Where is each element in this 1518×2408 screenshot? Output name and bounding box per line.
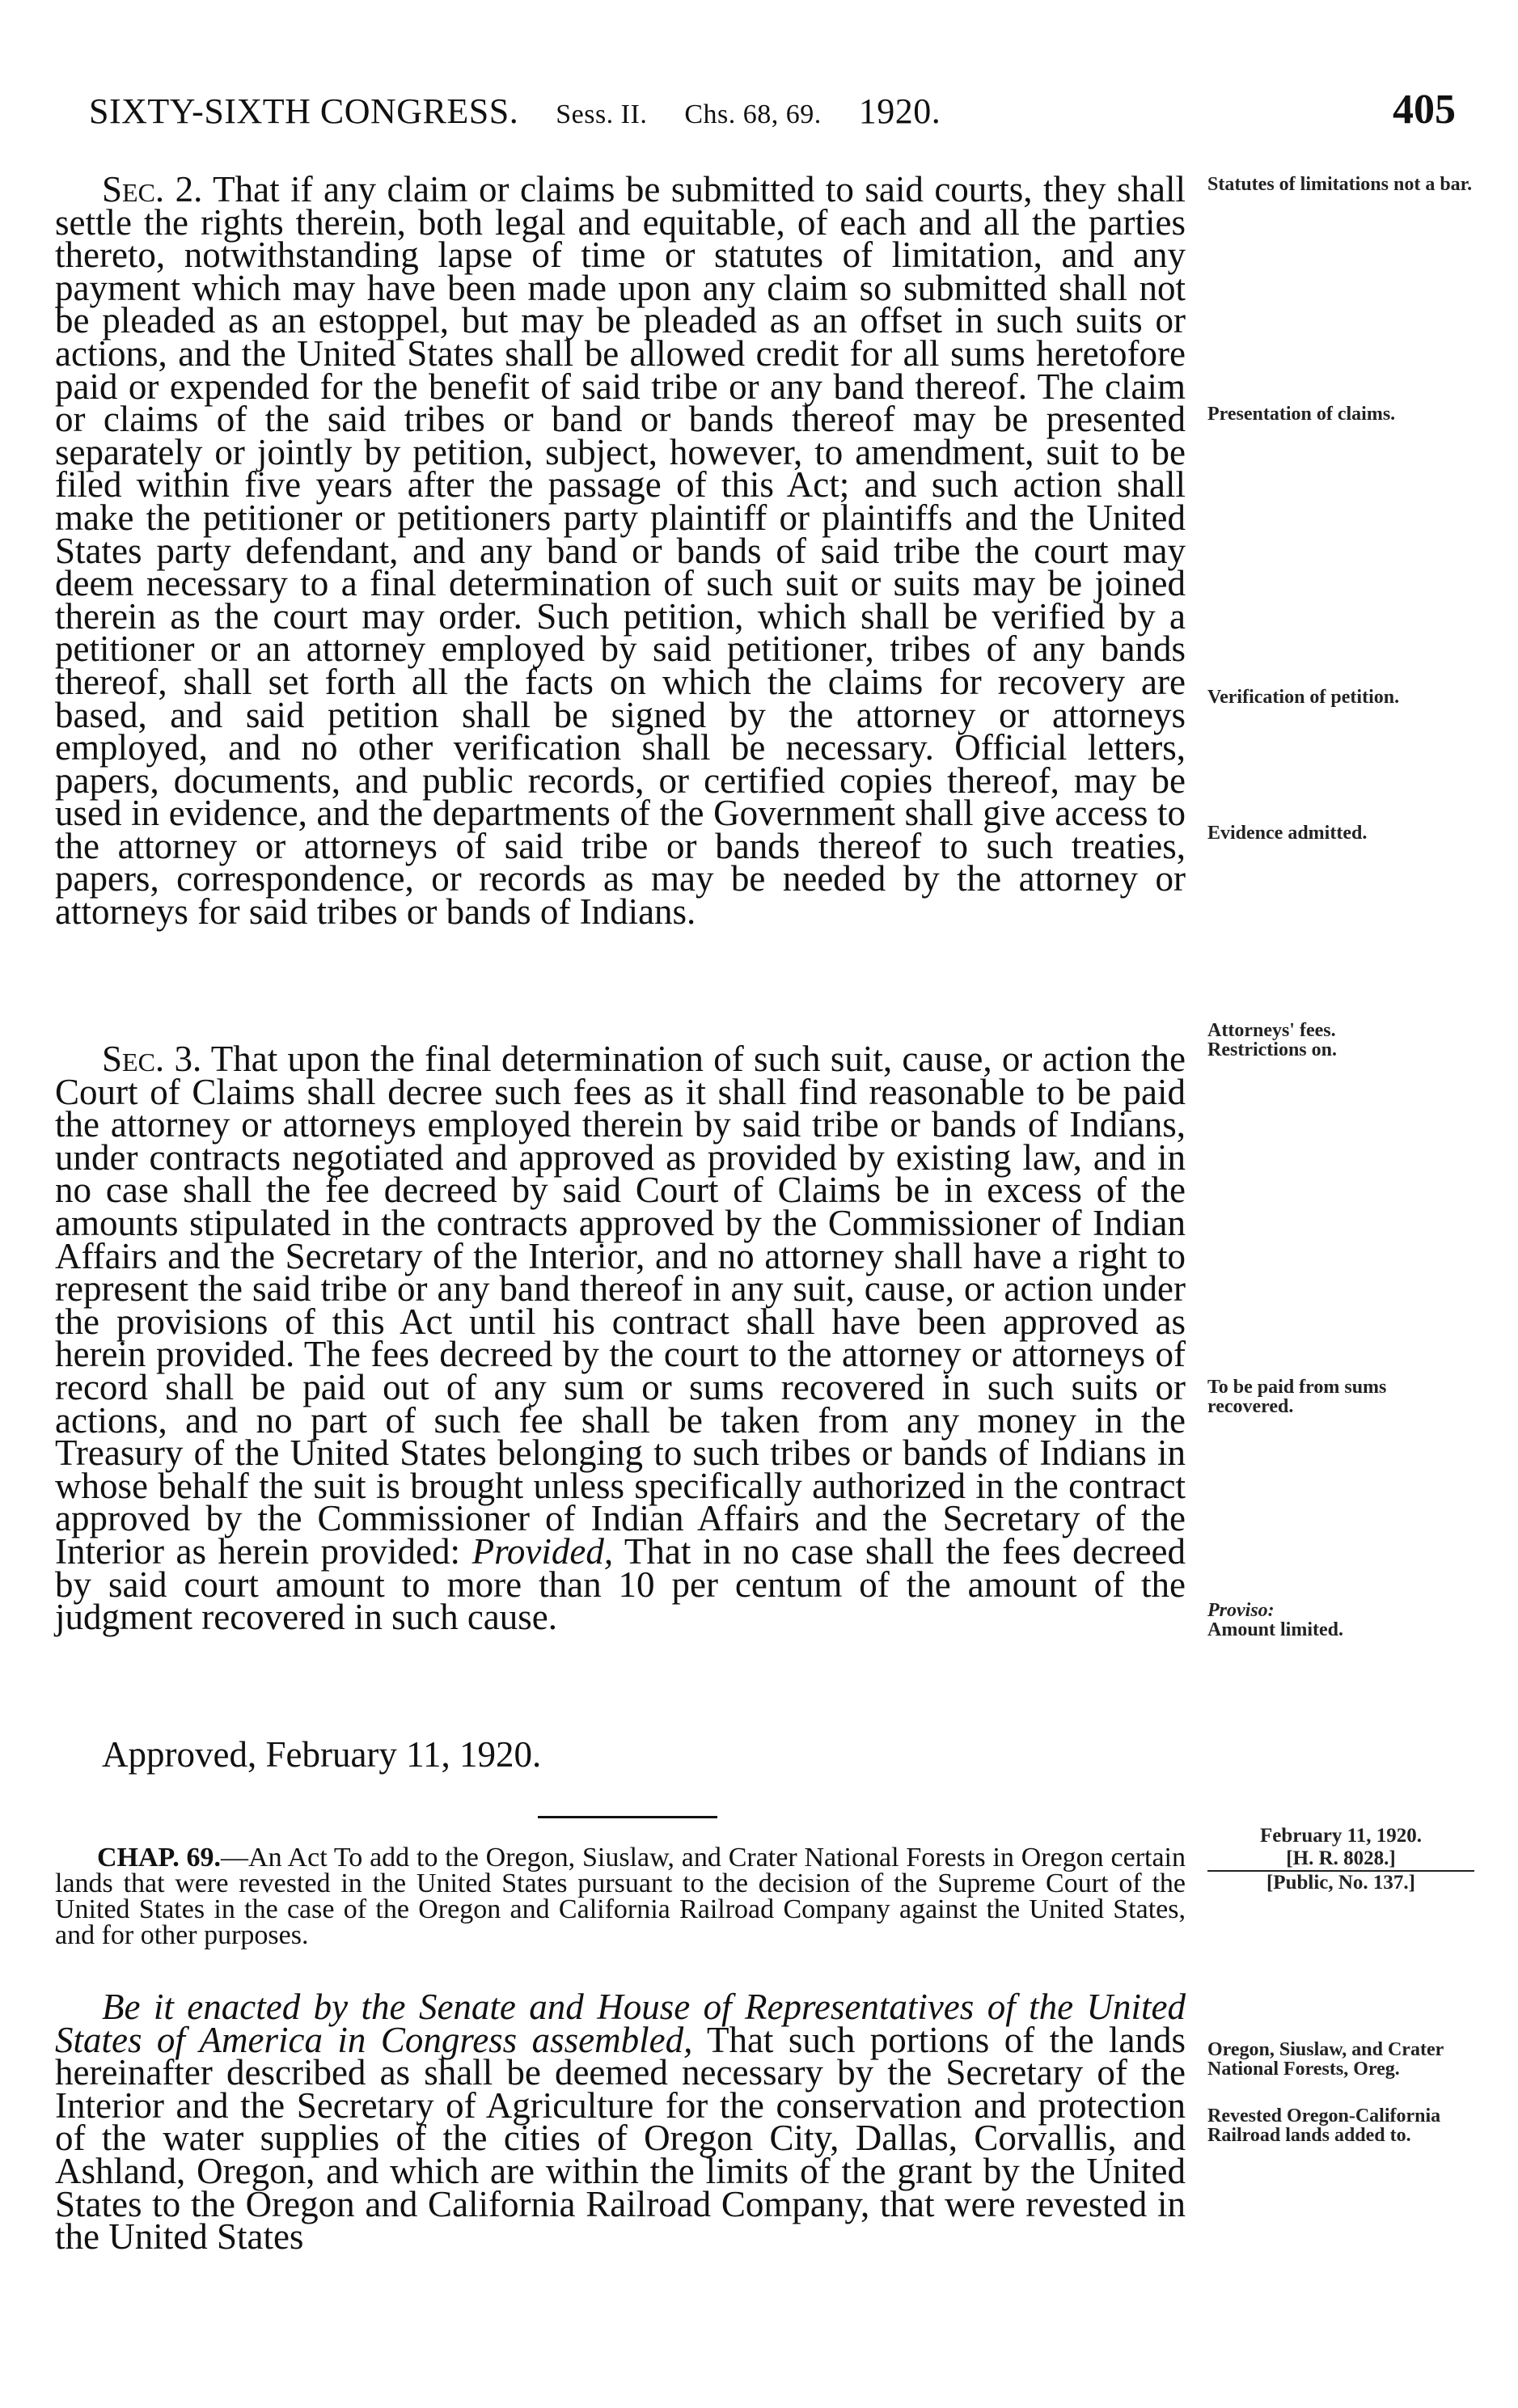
section-3-paragraph xyxy=(55,1039,1186,1638)
act-date-bill-wrap xyxy=(1207,1825,1474,1872)
enacting-block xyxy=(55,1987,1186,2258)
margin-note-attorneys-fees: Attorneys' fees. xyxy=(1207,1020,1336,1041)
margin-note-to-be-paid: To be paid from sums recovered. xyxy=(1207,1377,1387,1417)
chapter-title-text: —An Act To add to the Oregon, Siuslaw, and Crater National Forests in Oregon certain lands that were revested in the United States pursuant to the decision of the Supreme Court of the United States in the case of the Oregon and California Railroad Company against the United States, and for other purposes. xyxy=(55,1843,1186,1950)
chapter-69-title xyxy=(55,1845,1186,1949)
enacting-clause: Be it enacted by the Senate and House of Representatives of the United States of America in Congress assembled, xyxy=(55,1987,1186,2060)
section-3-block xyxy=(55,1039,1186,1638)
proviso-word: Provided, xyxy=(471,1530,614,1572)
act-date: February 11, 1920. xyxy=(1260,1825,1422,1847)
chapter-heading: CHAP. 69. xyxy=(97,1843,222,1873)
section-2-paragraph xyxy=(55,169,1186,933)
section-2-label: Sec. 2. xyxy=(102,169,203,209)
margin-note-evidence: Evidence admitted. xyxy=(1207,823,1368,844)
year-label: 1920. xyxy=(858,91,941,131)
margin-note-verification: Verification of petition. xyxy=(1207,687,1400,708)
margin-note-statutes: Statutes of limitations not a bar. xyxy=(1207,174,1473,195)
margin-note-oregon-forests: Oregon, Siuslaw, and Crater National Forests, Oreg. xyxy=(1207,2039,1444,2080)
page-number: 405 xyxy=(1393,87,1456,133)
section-3-text-b: That in no case shall the fees decreed by said court amount to more than 10 per centum of the amount of the judgment recovered in such cause. xyxy=(55,1530,1186,1638)
margin-note-restrictions: Restrictions on. xyxy=(1207,1039,1337,1060)
section-3-text-a: That upon the final determination of such suit, cause, or action the Court of Claims shall decree such fees as it shall find reasonable to be paid the attorney or attorneys employed therein by said tribe or bands of Indians, under contracts negotiated and approved as provided by existing law, and in no case shall the fee decreed by said Court of Claims be in excess of the amounts stipulated in the contracts approved by the Commissioner of Indian Affairs and the Secretary of the Interior, and no attorney shall have a right to represent the said tribe or any band thereof in any suit, cause, or action under the provisions of this Act until his contract shall have been approved as herein provided. The fees decreed by the court to the attorney or attorneys of record shall be paid out of any sum or sums recovered in such suits or actions, and no part of such fee shall be taken from any money in the Treasury of the United States belonging to such tribes or bands of Indians in whose behalf the suit is brought unless specifically authorized in the contract approved by the Commissioner of Indian Affairs and the Secretary of the Interior as herein provided: xyxy=(55,1039,1186,1572)
chapters-label: Chs. 68, 69. xyxy=(684,99,822,129)
running-head-left xyxy=(89,91,941,132)
act-bill: [H. R. 8028.] xyxy=(1286,1847,1396,1869)
session-label: Sess. II. xyxy=(556,99,648,129)
margin-note-revested: Revested Oregon-California Railroad lands added to. xyxy=(1207,2105,1441,2146)
enacting-paragraph xyxy=(55,1987,1186,2258)
section-divider xyxy=(538,1816,717,1818)
enacting-text: That such portions of the lands hereinafter described as shall be deemed necessary by the Secretary of the Interior and the Secretary of Agriculture for the conservation and protection of the water supplies of the cities of Oregon City, Dallas, Corvallis, and Ashland, Oregon, and which are within the limits of the grant by the United States to the Oregon and California Railroad Company, that were revested in the United States xyxy=(55,2019,1186,2258)
section-2-text: That if any claim or claims be submitted to said courts, they shall settle the rights therein, both legal and equitable, of each and all the parties thereto, notwithstanding lapse of time or statutes of limitation, and any payment which may have been made upon any claim so submitted shall not be pleaded as an estoppel, but may be pleaded as an offset in such suits or actions, and the United States shall be allowed credit for all sums heretofore paid or expended for the benefit of said tribe or any band thereof. The claim or claims of the said tribes or band or bands thereof may be presented separately or jointly by petition, subject, however, to amendment, suit to be filed within five years after the passage of this Act; and such action shall make the petitioner or petitioners party plaintiff or plaintiffs and the United States party defendant, and any band or bands of said tribe the court may deem necessary to a final determination of such suit or suits may be joined therein as the court may order. Such petition, which shall be verified by a petitioner or an attorney employed by said petitioner, tribes of any bands thereof, shall set forth all the facts on which the claims for recovery are based, and said petition shall be signed by the attorney or attorneys employed, and no other verification shall be necessary. Official letters, papers, documents, and public records, or certified copies thereof, may be used in evidence, and the departments of the Government shall give access to the attorney or attorneys of said tribe or bands thereof to such treaties, papers, correspondence, or records as may be needed by the attorney or attorneys for said tribes or bands of Indians. xyxy=(55,169,1186,933)
act-meta xyxy=(1207,1825,1474,1894)
approval-line: Approved, February 11, 1920. xyxy=(102,1734,542,1775)
margin-note-proviso: Proviso: xyxy=(1207,1600,1275,1621)
congress-title: SIXTY-SIXTH CONGRESS. xyxy=(89,91,519,131)
act-public-law: [Public, No. 137.] xyxy=(1266,1872,1416,1894)
margin-note-presentation: Presentation of claims. xyxy=(1207,404,1396,425)
margin-note-amount-limited: Amount limited. xyxy=(1207,1619,1343,1640)
section-2-block xyxy=(55,169,1186,933)
margin-note-proviso-wrap xyxy=(1207,1601,1474,1620)
running-head xyxy=(89,87,1456,149)
section-3-label: Sec. 3. xyxy=(102,1039,202,1079)
